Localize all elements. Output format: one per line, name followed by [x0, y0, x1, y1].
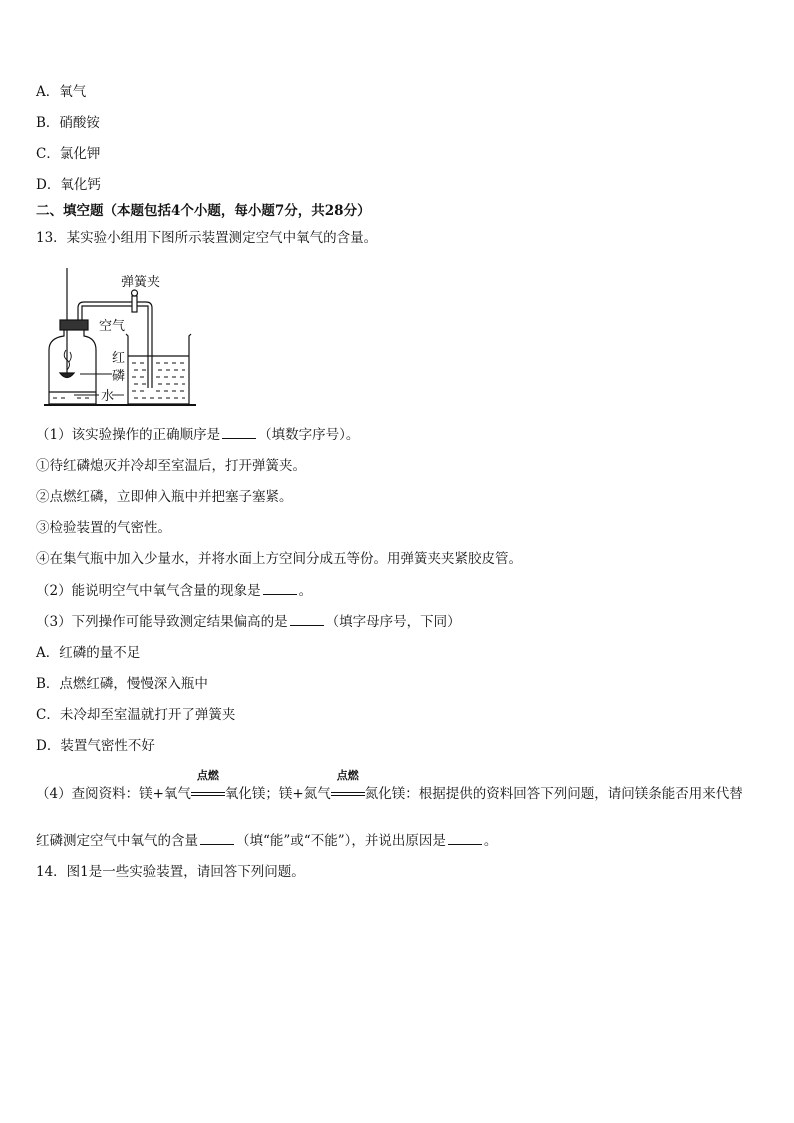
answer-blank[interactable]	[222, 426, 256, 439]
answer-blank[interactable]	[200, 832, 234, 845]
option-d: D．氧化钙	[36, 177, 101, 193]
reaction-arrow: 点燃	[191, 784, 225, 798]
q13-part3: （3）下列操作可能导致测定结果偏高的是 （填字母序号，下同）	[36, 614, 461, 630]
answer-blank[interactable]	[448, 832, 482, 845]
q13-option-d: D．装置气密性不好	[36, 738, 155, 754]
q13-part4: （4）查阅资料：镁+氧气 点燃 氧化镁；镁+氮气 点燃 氮化镁：根据提供的资料回答下列问题，请问镁条能否用来代替	[36, 769, 743, 802]
q13-part1: （1）该实验操作的正确顺序是 （填数字序号）。	[36, 427, 360, 443]
answer-blank[interactable]	[263, 582, 297, 595]
q13-step2: ②点燃红磷，立即伸入瓶中并把塞子塞紧。	[36, 489, 293, 505]
answer-blank[interactable]	[290, 613, 324, 626]
q14-stem: 14．图1是一些实验装置，请回答下列问题。	[36, 864, 305, 880]
q13-option-c: C．未冷却至室温就打开了弹簧夹	[36, 707, 236, 723]
option-c: C．氯化钾	[36, 146, 101, 162]
q13-part4-line2: 红磷测定空气中氧气的含量 （填“能”或“不能”），并说出原因是 。	[36, 833, 498, 849]
q13-step4: ④在集气瓶中加入少量水，并将水面上方空间分成五等份。用弹簧夹夹紧胶皮管。	[36, 551, 522, 567]
q13-step1: ①待红磷熄灭并冷却至室温后，打开弹簧夹。	[36, 458, 306, 474]
q13-option-a: A．红磷的量不足	[36, 645, 141, 661]
label-clamp: 弹簧夹	[121, 275, 161, 290]
q13-step3: ③检验装置的气密性。	[36, 520, 171, 536]
q13-stem: 13．某实验小组用下图所示装置测定空气中氧气的含量。	[36, 230, 378, 246]
apparatus-diagram	[44, 268, 204, 413]
label-phosphorus: 磷	[112, 369, 126, 384]
label-water: 水	[101, 389, 115, 404]
reaction-arrow: 点燃	[331, 784, 365, 798]
q13-option-b: B．点燃红磷，慢慢深入瓶中	[36, 676, 208, 692]
section-heading: 二、填空题（本题包括4个小题，每小题7分，共28分）	[36, 203, 371, 219]
label-red: 红	[112, 351, 126, 366]
option-b: B．硝酸铵	[36, 115, 100, 131]
option-a: A．氧气	[36, 84, 87, 100]
label-air: 空气	[99, 319, 126, 334]
q13-part2: （2）能说明空气中氧气含量的现象是 。	[36, 583, 313, 599]
